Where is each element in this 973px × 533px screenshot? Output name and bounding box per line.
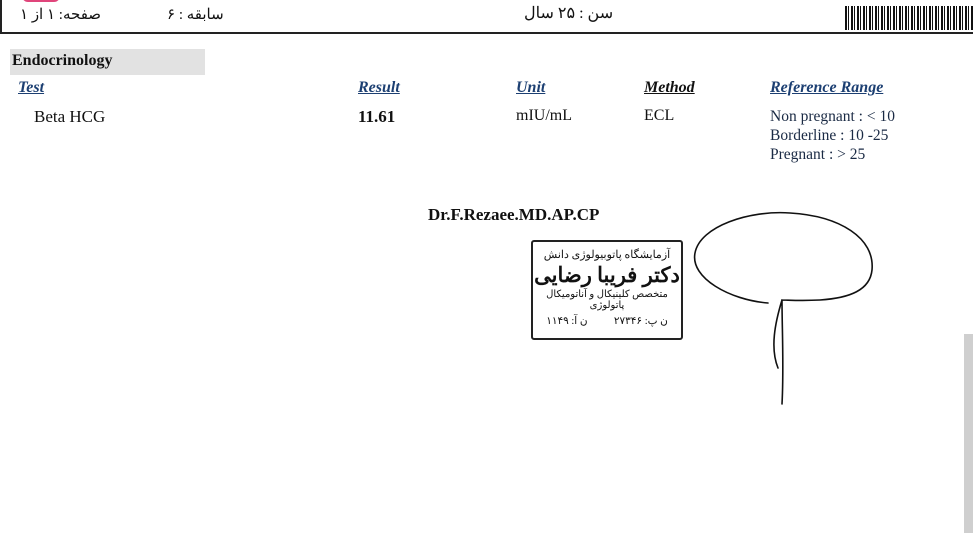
signer-name: Dr.F.Rezaee.MD.AP.CP	[428, 205, 600, 224]
reference-line: Pregnant : > 25	[770, 146, 866, 163]
test-result: 11.61	[358, 107, 396, 126]
test-method: ECL	[644, 107, 675, 124]
section-title: Endocrinology	[10, 49, 205, 75]
barcode-icon	[845, 6, 973, 30]
column-header-test: Test	[18, 79, 45, 96]
column-header-unit: Unit	[516, 79, 546, 96]
test-unit: mIU/mL	[516, 107, 572, 124]
history-count: سابقه : ۶	[167, 7, 224, 23]
report-header	[0, 0, 973, 34]
column-header-method: Method	[644, 79, 695, 96]
test-name: Beta HCG	[34, 107, 106, 126]
scrollbar[interactable]	[964, 334, 973, 533]
page-number: صفحه: ۱ از ۱	[20, 7, 102, 23]
stamp-lab-name: آزمایشگاه پاتوبیولوژی دانش	[543, 249, 671, 261]
stamp-specialty: متخصص کلینیکال و آناتومیکال پاتولوژی	[546, 289, 668, 311]
lab-stamp	[531, 240, 683, 340]
stamp-doctor-name: دکتر فریبا رضایی	[534, 263, 680, 287]
stamp-na-number: ن آ: ۱۱۴۹	[546, 316, 588, 327]
reference-range	[770, 107, 895, 164]
patient-age: سن : ۲۵ سال	[524, 5, 614, 22]
header-tab-marker	[22, 0, 60, 2]
stamp-np-number: ن پ: ۲۷۳۴۶	[613, 316, 668, 327]
reference-line: Borderline : 10 -25	[770, 127, 889, 144]
column-header-reference: Reference Range	[770, 79, 884, 96]
column-header-result: Result	[358, 79, 400, 96]
handwritten-signature	[690, 208, 880, 408]
reference-line: Non pregnant : < 10	[770, 108, 895, 125]
